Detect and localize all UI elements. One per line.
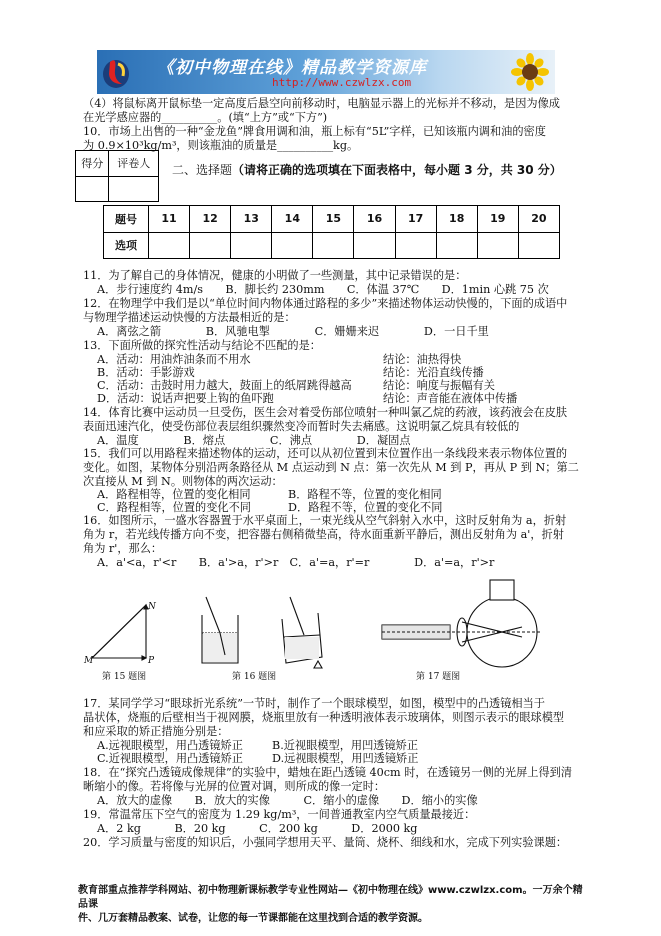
reviewer-cell[interactable]: [109, 176, 159, 202]
q14-stem-1: 14．体育比赛中运动员一旦受伤，医生会对着受伤部位喷射一种叫氯乙烷的药液，该药液会在皮肤: [83, 406, 568, 419]
q19-options: A．2 kg B．20 kg C．200 kg D．2000 kg: [97, 822, 418, 835]
q17-option-a: A.远视眼模型，用凸透镜矫正: [97, 739, 243, 752]
q10-line2: 为 0.9×10³kg/m³，则该瓶油的质量是__________kg。: [83, 139, 359, 152]
question-number: 17: [395, 206, 436, 233]
q11-options: A．步行速度约 4m/s B．脚长约 230mm C．体温 37℃ D．1min 心跳 75 次: [97, 283, 549, 296]
answer-cell[interactable]: [190, 232, 231, 259]
q12-stem-2: 与物理学描述运动快慢的方法最相近的是：: [83, 311, 296, 324]
fig15-label-m: M: [84, 656, 94, 666]
site-logo-icon: [101, 54, 131, 90]
q4-line2: 在光学感应器的__________。(填“上方”或“下方”): [83, 111, 328, 124]
q17-stem-3: 和应采取的矫正措施分别是：: [83, 725, 229, 738]
fig15-label-p: P: [148, 656, 155, 666]
banner-title: 《初中物理在线》精品教学资源库: [157, 58, 427, 78]
q12-stem-1: 12．在物理学中我们是以“单位时间内物体通过路程的多少”来描述物体运动快慢的，下面的成语中: [83, 297, 568, 310]
q13-option-b: B．活动：手影游戏: [97, 366, 195, 379]
q13-conclusion-c: 结论：响度与振幅有关: [383, 379, 495, 392]
q4-line1: （4）将鼠标离开鼠标垫一定高度后悬空向前移动时，电脑显示器上的光标并不移动，是因为像成: [83, 97, 560, 110]
question-number: 18: [436, 206, 477, 233]
question-number-label: 题号: [104, 206, 149, 233]
question-number: 12: [190, 206, 231, 233]
q13-stem: 13．下面所做的探究性活动与结论不匹配的是：: [83, 339, 321, 352]
answer-label: 选项: [104, 232, 149, 259]
q13-option-c: C．活动：击鼓时用力越大，鼓面上的纸屑跳得越高: [97, 379, 352, 392]
question-number: 14: [272, 206, 313, 233]
answer-cell[interactable]: [477, 232, 518, 259]
q17-option-c: C.近视眼模型，用凸透镜矫正: [97, 752, 243, 765]
reviewer-label: 评卷人: [109, 151, 159, 177]
q15-option-a: A．路程相等，位置的变化相同: [97, 488, 251, 501]
answer-cell[interactable]: [354, 232, 395, 259]
q18-stem-1: 18．在“探究凸透镜成像规律”的实验中，蜡烛在距凸透镜 40cm 时，在透镜另一侧的光屏上得到清: [83, 766, 573, 779]
q13-conclusion-a: 结论：油热得快: [383, 353, 462, 366]
header-banner: [97, 50, 555, 94]
q14-stem-2: 表面迅速汽化，使受伤部位表层组织骤然变冷而暂时失去痛感。这说明氯乙烷具有较低的: [83, 420, 520, 433]
answer-cell[interactable]: [395, 232, 436, 259]
answer-table: [103, 205, 560, 259]
section-instruction: （请将正确的选项填在下面表格中，每小题 3 分，共 30 分）: [232, 163, 562, 177]
question-number: 20: [518, 206, 559, 233]
q16-stem-3: 角为 r'，那么：: [83, 542, 163, 555]
fig17-diagram: [382, 580, 542, 667]
fig15-diagram: [83, 602, 157, 666]
answer-cell[interactable]: [149, 232, 190, 259]
answer-cell[interactable]: [518, 232, 559, 259]
q17-stem-1: 17．某同学学习“眼球折光系统”一节时，制作了一个眼球模型，如图，模型中的凸透镜相当于: [83, 697, 545, 710]
fig15-label-n: N: [148, 602, 156, 612]
figures-row: [82, 575, 552, 685]
question-number: 19: [477, 206, 518, 233]
q14-options: A．温度 B．熔点 C．沸点 D．凝固点: [97, 434, 411, 447]
question-number: 15: [313, 206, 354, 233]
fig15-caption: 第 15 题图: [102, 672, 147, 682]
sunflower-icon: [511, 53, 549, 91]
answer-table-header-row: [104, 206, 560, 233]
q17-option-d: D.远视眼模型，用凹透镜矫正: [272, 752, 419, 765]
q17-option-b: B.近视眼模型，用凹透镜矫正: [272, 739, 419, 752]
q18-options: A．放大的虚像 B．放大的实像 C．缩小的虚像 D．缩小的实像: [97, 794, 478, 807]
q20-stem: 20．学习质量与密度的知识后，小强同学想用天平、量筒、烧杯、细线和水，完成下列实验课题：: [83, 836, 568, 849]
answer-cell[interactable]: [436, 232, 477, 259]
q18-stem-2: 晰缩小的像。若将像与光屏的位置对调，则所成的像一定时：: [83, 780, 386, 793]
q16-stem-1: 16．如图所示，一盛水容器置于水平桌面上，一束光线从空气斜射入水中，这时反射角为 a，折射: [83, 514, 567, 527]
banner-url[interactable]: http://www.czwlzx.com: [272, 76, 412, 89]
q15-stem-1: 15．我们可以用路程来描述物体的运动，还可以从初位置到末位置作出一条线段来表示物体位置的: [83, 447, 568, 460]
score-cell[interactable]: [76, 176, 109, 202]
question-number: 11: [149, 206, 190, 233]
q15-option-c: C．路程相等，位置的变化不同: [97, 501, 251, 514]
footer-line-1: 教育部重点推荐学科网站、初中物理新课标教学专业性网站—《初中物理在线》www.czwlzx.com。一万余个精品课: [78, 885, 583, 910]
fig16-diagram: [202, 597, 322, 668]
q19-stem: 19．常温常压下空气的密度为 1.29 kg/m³，一间普通教室内空气质量最接近：: [83, 808, 476, 821]
q11-stem: 11．为了解自己的身体情况，健康的小明做了一些测量，其中记录错误的是：: [83, 269, 467, 282]
q15-option-b: B．路程不等，位置的变化相同: [288, 488, 442, 501]
question-number: 16: [354, 206, 395, 233]
q15-stem-3: 次直接从 M 到 N。则物体的两次运动：: [83, 475, 283, 488]
fig16-caption: 第 16 题图: [232, 672, 277, 682]
q15-stem-2: 变化。如图，某物体分别沿两条路径从 M 点运动到 N 点：第一次先从 M 到 P，再从 P 到 N；第二: [83, 461, 579, 474]
q16-stem-2: 角为 r，若光线传播方向不变，把容器右侧稍微垫高，待水面重新平静后，测出反射角为 a'，折射: [83, 528, 564, 541]
section-title: 二、选择题: [172, 163, 233, 177]
question-number: 13: [231, 206, 272, 233]
footer-note: [78, 884, 588, 926]
q12-options: A．离弦之箭 B．风驰电掣 C．姗姗来迟 D．一日千里: [97, 325, 489, 338]
answer-cell[interactable]: [231, 232, 272, 259]
answer-cell[interactable]: [313, 232, 354, 259]
section-heading: [172, 161, 562, 178]
q13-option-d: D．活动：说话声把要上钩的鱼吓跑: [97, 392, 274, 405]
fig17-caption: 第 17 题图: [416, 672, 461, 682]
q13-conclusion-b: 结论：光沿直线传播: [383, 366, 484, 379]
q10-line1: 10．市场上出售的一种“金龙鱼”牌食用调和油，瓶上标有“5L”字样，已知该瓶内调和油的密度: [83, 125, 546, 138]
answer-cell[interactable]: [272, 232, 313, 259]
footer-line-2: 件、几万套精品教案、试卷，让您的每一节课都能在这里找到合适的教学资源。: [78, 913, 428, 924]
q13-conclusion-d: 结论：声音能在液体中传播: [383, 392, 518, 405]
q13-option-a: A．活动：用油炸油条而不用水: [97, 353, 251, 366]
answer-table-answer-row: [104, 232, 560, 259]
score-label: 得分: [76, 151, 109, 177]
grader-table: [75, 150, 159, 202]
q16-options: A．a'<a，r'<r B．a'>a，r'>r C．a'=a，r'=r D．a'=a，r'>r: [97, 556, 495, 569]
q17-stem-2: 晶状体，烧瓶的后壁相当于视网膜，烧瓶里放有一种透明液体表示玻璃体，则图示表示的眼球模型: [83, 711, 565, 724]
q15-option-d: D．路程不等，位置的变化不同: [288, 501, 443, 514]
